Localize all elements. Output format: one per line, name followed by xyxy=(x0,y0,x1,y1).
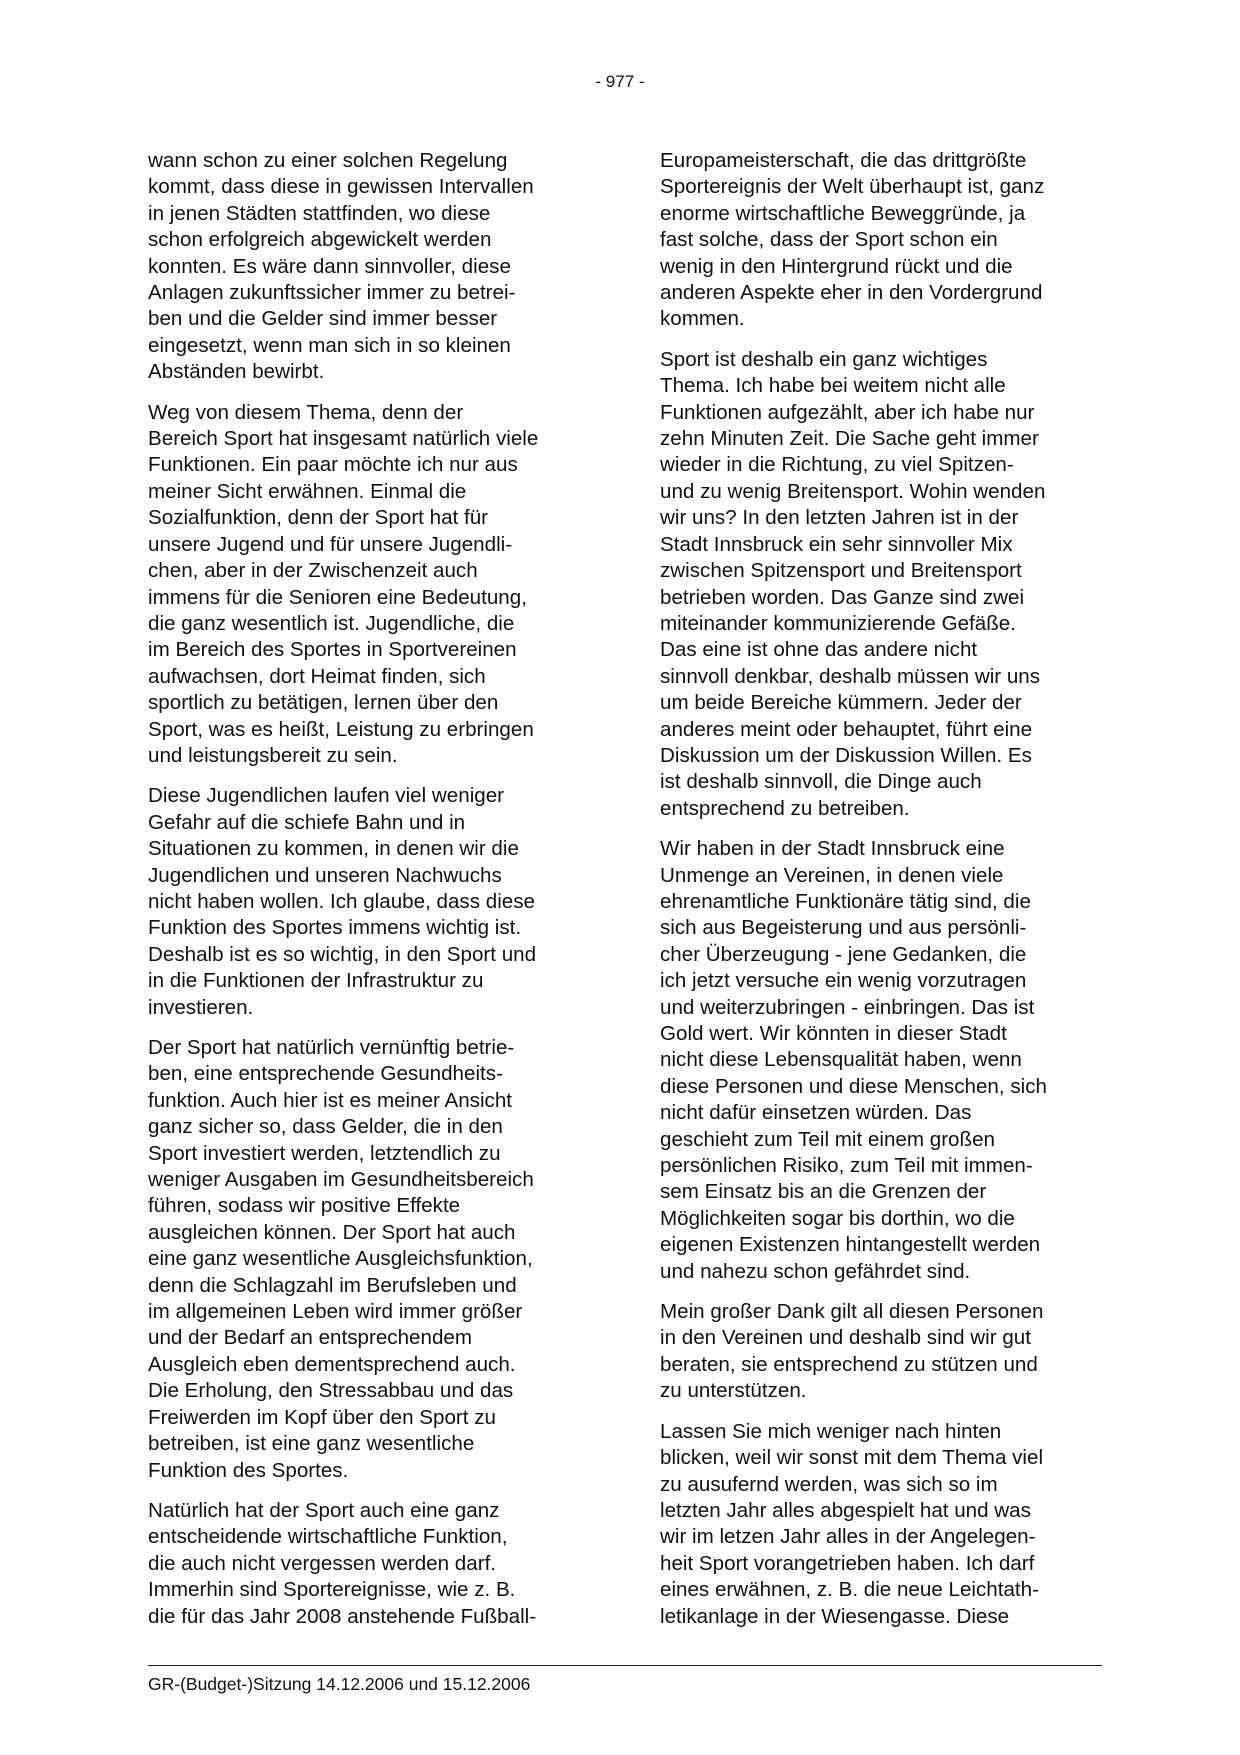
right-column xyxy=(660,148,1100,1644)
footer-divider xyxy=(148,1665,1102,1666)
paragraph: Wir haben in der Stadt Innsbruck eine Unmenge an Vereinen, in denen viele ehrenamtliche Funktionäre tätig sind, die sich aus Begeisterung und aus persönli- cher Überzeugung - jene Gedanken, die ich jetzt versuche ein wenig vorzutragen und weiterzubringen - einbringen. Das ist Gold wert. Wir könnten in dieser Stadt nicht diese Lebensqualität haben, wenn diese Personen und diese Menschen, sich nicht dafür einsetzen würden. Das geschieht zum Teil mit einem großen persönlichen Risiko, zum Teil mit immen- sem Einsatz bis an die Grenzen der Möglichkeiten sogar bis dorthin, wo die eigenen Existenzen hintangestellt werden und nahezu schon gefährdet sind. xyxy=(660,837,1047,1283)
paragraph: wann schon zu einer solchen Regelung kommt, dass diese in gewissen Intervallen in jenen Städten stattfinden, wo diese schon erfolgreich abgewickelt werden konnten. Es wäre dann sinnvoller, diese Anlagen zukunftssicher immer zu betrei- ben und die Gelder sind immer besser eingesetzt, wenn man sich in so kleinen Abständen bewirbt. xyxy=(148,149,534,384)
paragraph: Europameisterschaft, die das drittgrößte Sportereignis der Welt überhaupt ist, ganz enorme wirtschaftliche Beweggründe, ja fast solche, dass der Sport schon ein wenig in den Hintergrund rückt und die anderen Aspekte eher in den Vordergrund kommen. xyxy=(660,149,1045,331)
paragraph: Sport ist deshalb ein ganz wichtiges Thema. Ich habe bei weitem nicht alle Funktionen aufgezählt, aber ich habe nur zehn Minuten Zeit. Die Sache geht immer wieder in die Richtung, zu viel Spitzen- und zu wenig Breitensport. Wohin wenden wir uns? In den letzten Jahren ist in der Stadt Innsbruck ein sehr sinnvoller Mix zwischen Spitzensport und Breitensport betrieben worden. Das Ganze sind zwei miteinander kommunizierende Gefäße. Das eine ist ohne das andere nicht sinnvoll denkbar, deshalb müssen wir uns um beide Bereiche kümmern. Jeder der anderes meint oder behauptet, führt eine Diskussion um der Diskussion Willen. Es ist deshalb sinnvoll, die Dinge auch entsprechend zu betreiben. xyxy=(660,347,1046,820)
left-column xyxy=(148,148,588,1644)
paragraph: Lassen Sie mich weniger nach hinten blicken, weil wir sonst mit dem Thema viel zu ausufernd werden, was sich so im letzten Jahr alles abgespielt hat und was wir im letzen Jahr alles in der Angelegen- heit Sport vorangetrieben haben. Ich darf eines erwähnen, z. B. die neue Leichtath- letikanlage in der Wiesengasse. Diese xyxy=(660,1419,1044,1628)
page-number: - 977 - xyxy=(595,72,645,91)
paragraph: Weg von diesem Thema, denn der Bereich Sport hat insgesamt natürlich viele Funktionen. Ein paar möchte ich nur aus meiner Sicht erwähnen. Einmal die Sozialfunktion, denn der Sport hat für unsere Jugend und für unsere Jugendli- chen, aber in der Zwischenzeit auch immens für die Senioren eine Bedeutung, die ganz wesentlich ist. Jugendliche, die im Bereich des Sportes in Sportvereinen aufwachsen, dort Heimat finden, sich sportlich zu betätigen, lernen über den Sport, was es heißt, Leistung zu erbringen und leistungsbereit zu sein. xyxy=(148,400,539,767)
paragraph: Mein großer Dank gilt all diesen Personen in den Vereinen und deshalb sind wir gut beraten, sie entsprechend zu stützen und zu unterstützen. xyxy=(660,1300,1044,1403)
footer-text: GR-(Budget-)Sitzung 14.12.2006 und 15.12.2006 xyxy=(148,1674,531,1694)
paragraph: Natürlich hat der Sport auch eine ganz entscheidende wirtschaftliche Funktion, die auch nicht vergessen werden darf. Immerhin sind Sportereignisse, wie z. B. die für das Jahr 2008 anstehende Fußball- xyxy=(148,1498,537,1628)
paragraph: Diese Jugendlichen laufen viel weniger Gefahr auf die schiefe Bahn und in Situationen zu kommen, in denen wir die Jugendlichen und unseren Nachwuchs nicht haben wollen. Ich glaube, dass diese Funktion des Sportes immens wichtig ist. Deshalb ist es so wichtig, in den Sport und in die Funktionen der Infrastruktur zu investieren. xyxy=(148,784,537,1019)
paragraph: Der Sport hat natürlich vernünftig betrie- ben, eine entsprechende Gesundheits- funktion. Auch hier ist es meiner Ansicht ganz sicher so, dass Gelder, die in den Sport investiert werden, letztendlich zu weniger Ausgaben im Gesundheitsbereich führen, sodass wir positive Effekte ausgleichen können. Der Sport hat auch eine ganz wesentliche Ausgleichsfunktion, denn die Schlagzahl im Berufsleben und im allgemeinen Leben wird immer größer und der Bedarf an entsprechendem Ausgleich eben dementsprechend auch. Die Erholung, den Stressabbau und das Freiwerden im Kopf über den Sport zu betreiben, ist eine ganz wesentliche Funktion des Sportes. xyxy=(148,1036,534,1482)
